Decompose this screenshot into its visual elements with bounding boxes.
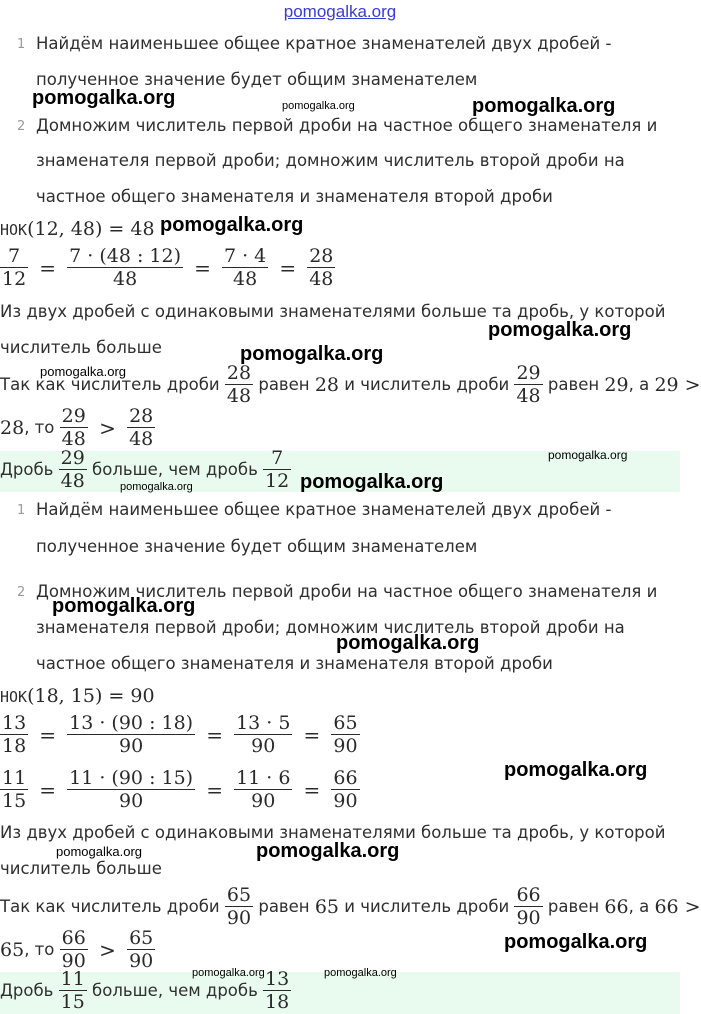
equals-sign: =	[303, 722, 321, 747]
step-text: полученное значение будет общим знаменателем	[36, 70, 478, 89]
numerator: 7 · (48 : 12)	[69, 245, 182, 267]
value: 65	[314, 895, 340, 918]
numerator: 66	[61, 927, 86, 949]
fraction	[0, 767, 28, 812]
watermark: pomogalka.org	[300, 471, 444, 493]
fraction	[234, 712, 292, 757]
denominator: 18	[265, 991, 290, 1013]
comparison-result	[0, 405, 155, 450]
conclusion-text: больше, чем дробь	[92, 460, 258, 479]
watermark: pomogalka.org	[40, 364, 126, 379]
numerator: 66	[333, 767, 358, 789]
step-number: 2	[17, 585, 26, 600]
numerator: 13	[265, 968, 290, 990]
comparison-text: Так как числитель дроби	[0, 375, 220, 394]
denominator: 48	[112, 268, 138, 290]
comparison-text: и числитель дроби	[344, 897, 510, 916]
denominator: 90	[333, 735, 358, 757]
step-text: знаменателя первой дроби; домножим числитель второй дроби на	[36, 618, 625, 637]
numerator: 13 · 5	[236, 712, 291, 734]
watermark: pomogalka.org	[504, 759, 648, 781]
denominator: 48	[233, 268, 258, 290]
numerator: 66	[516, 884, 541, 906]
comparison-result	[0, 927, 155, 972]
conclusion-text: больше, чем дробь	[92, 981, 258, 1000]
lcm-label: НОК	[0, 221, 28, 239]
watermark: pomogalka.org	[324, 967, 397, 979]
value: 65	[0, 938, 25, 961]
watermark: pomogalka.org	[120, 481, 193, 493]
watermark: pomogalka.org	[472, 95, 616, 117]
numerator: 28	[309, 245, 334, 267]
lcm-expression: (12, 48) = 48	[27, 218, 155, 240]
fraction	[225, 884, 253, 929]
numerator: 7 · 4	[223, 245, 267, 267]
lcm-line	[0, 218, 155, 240]
site-link[interactable]: pomogalka.org	[283, 2, 397, 21]
value: 29	[604, 373, 629, 396]
equals-sign: =	[303, 777, 321, 802]
step-text: Найдём наименьшее общее кратное знаменателей двух дробей -	[36, 34, 612, 53]
denominator: 12	[265, 470, 290, 492]
rule-text: числитель больше	[0, 338, 162, 357]
numerator: 11 · (90 : 15)	[69, 767, 194, 789]
fraction	[67, 245, 183, 290]
rule-text: Из двух дробей с одинаковыми знаменателями больше та дробь, у которой	[0, 823, 666, 842]
numerator: 65	[333, 712, 358, 734]
numerator: 28	[129, 405, 154, 427]
step-text: Найдём наименьшее общее кратное знаменателей двух дробей -	[36, 500, 612, 519]
fraction	[60, 927, 88, 972]
comparison-text: , то	[24, 940, 55, 959]
lcm-line	[0, 685, 155, 707]
greater-sign: >	[99, 937, 116, 962]
comparison-text: , то	[24, 418, 55, 437]
step-text: частное общего знаменателя и знаменателя второй дроби	[36, 187, 553, 206]
denominator: 48	[129, 428, 154, 450]
step-text: знаменателя первой дроби; домножим числитель второй дроби на	[36, 151, 625, 170]
denominator: 15	[2, 790, 27, 812]
numerator: 7	[263, 447, 291, 470]
inequality-part: 29 >	[654, 373, 701, 396]
denominator: 48	[226, 385, 252, 407]
fraction	[263, 968, 291, 1013]
comparison-text: , а	[628, 897, 650, 916]
denominator: 12	[2, 268, 27, 290]
denominator: 18	[2, 735, 27, 757]
value: 66	[604, 895, 629, 918]
comparison-text: , а	[628, 375, 650, 394]
denominator: 15	[60, 991, 85, 1013]
denominator: 48	[60, 470, 85, 492]
fraction	[225, 362, 253, 407]
equals-sign: =	[206, 777, 223, 802]
fraction	[307, 245, 335, 290]
greater-sign: >	[99, 415, 116, 440]
watermark: pomogalka.org	[504, 931, 648, 953]
conclusion-text: Дробь	[0, 460, 54, 479]
comparison-text: равен	[258, 897, 310, 916]
equation-row	[0, 712, 360, 757]
comparison-text: Так как числитель дроби	[0, 897, 220, 916]
fraction	[0, 712, 28, 757]
numerator: 65	[226, 884, 252, 906]
numerator: 11	[2, 767, 27, 789]
denominator: 90	[333, 790, 358, 812]
watermark: pomogalka.org	[56, 844, 142, 859]
lcm-expression: (18, 15) = 90	[27, 685, 155, 707]
comparison-text: и числитель дроби	[344, 375, 510, 394]
watermark: pomogalka.org	[192, 967, 265, 979]
denominator: 90	[226, 907, 252, 929]
comparison-text: равен	[258, 375, 310, 394]
equals-sign: =	[194, 255, 211, 280]
step-number: 1	[17, 37, 26, 52]
step-number: 1	[17, 503, 26, 518]
denominator: 90	[129, 950, 154, 972]
watermark: pomogalka.org	[256, 840, 400, 862]
equals-sign: =	[279, 255, 297, 280]
comparison-text: равен	[547, 375, 600, 394]
equation-row	[0, 767, 360, 812]
fraction	[67, 712, 195, 757]
watermark: pomogalka.org	[240, 343, 384, 365]
equals-sign: =	[39, 255, 57, 280]
step-text: полученное значение будет общим знаменателем	[36, 537, 478, 556]
equals-sign: =	[206, 722, 223, 747]
denominator: 90	[61, 950, 86, 972]
rule-text: числитель больше	[0, 859, 162, 878]
fraction	[514, 362, 542, 407]
watermark: pomogalka.org	[488, 319, 632, 341]
denominator: 90	[251, 790, 276, 812]
fraction	[127, 927, 155, 972]
rule-text: Из двух дробей с одинаковыми знаменателями больше та дробь, у которой	[0, 302, 666, 321]
equals-sign: =	[39, 777, 57, 802]
numerator: 13 · (90 : 18)	[69, 712, 194, 734]
fraction	[60, 405, 88, 450]
conclusion-text: Дробь	[0, 981, 54, 1000]
watermark: pomogalka.org	[52, 595, 196, 617]
step-number: 2	[17, 119, 26, 134]
watermark: pomogalka.org	[160, 214, 304, 236]
numerator: 29	[60, 447, 85, 469]
fraction	[59, 447, 87, 492]
numerator: 7	[0, 245, 28, 268]
lcm-label: НОК	[0, 688, 28, 706]
step-text: Домножим числитель первой дроби на частное общего знаменателя и	[36, 582, 658, 601]
fraction	[59, 968, 87, 1013]
denominator: 90	[516, 907, 541, 929]
equals-sign: =	[39, 722, 57, 747]
value: 28	[314, 373, 340, 396]
numerator: 11	[60, 968, 85, 990]
fraction	[0, 245, 28, 290]
watermark: pomogalka.org	[548, 448, 628, 462]
denominator: 90	[251, 735, 276, 757]
watermark: pomogalka.org	[336, 632, 480, 654]
fraction	[67, 767, 195, 812]
comparison-line	[0, 884, 701, 929]
denominator: 90	[119, 735, 144, 757]
denominator: 48	[516, 385, 541, 407]
fraction	[331, 712, 359, 757]
denominator: 48	[309, 268, 334, 290]
numerator: 29	[516, 362, 541, 384]
fraction	[514, 884, 542, 929]
denominator: 90	[119, 790, 144, 812]
numerator: 65	[129, 927, 154, 949]
fraction	[331, 767, 359, 812]
step-text: частное общего знаменателя и знаменателя второй дроби	[36, 654, 553, 673]
equation-row	[0, 245, 335, 290]
fraction	[127, 405, 155, 450]
inequality-part: 66 >	[654, 895, 701, 918]
watermark: pomogalka.org	[282, 100, 355, 112]
comparison-text: равен	[547, 897, 600, 916]
numerator: 13	[2, 712, 27, 734]
numerator: 28	[226, 362, 252, 384]
watermark: pomogalka.org	[32, 87, 176, 109]
step-text: Домножим числитель первой дроби на частное общего знаменателя и	[36, 116, 658, 135]
fraction	[263, 447, 291, 492]
fraction	[234, 767, 292, 812]
numerator: 11 · 6	[236, 767, 291, 789]
denominator: 48	[61, 428, 86, 450]
value: 28	[0, 416, 25, 439]
numerator: 29	[61, 405, 86, 427]
fraction	[222, 245, 268, 290]
